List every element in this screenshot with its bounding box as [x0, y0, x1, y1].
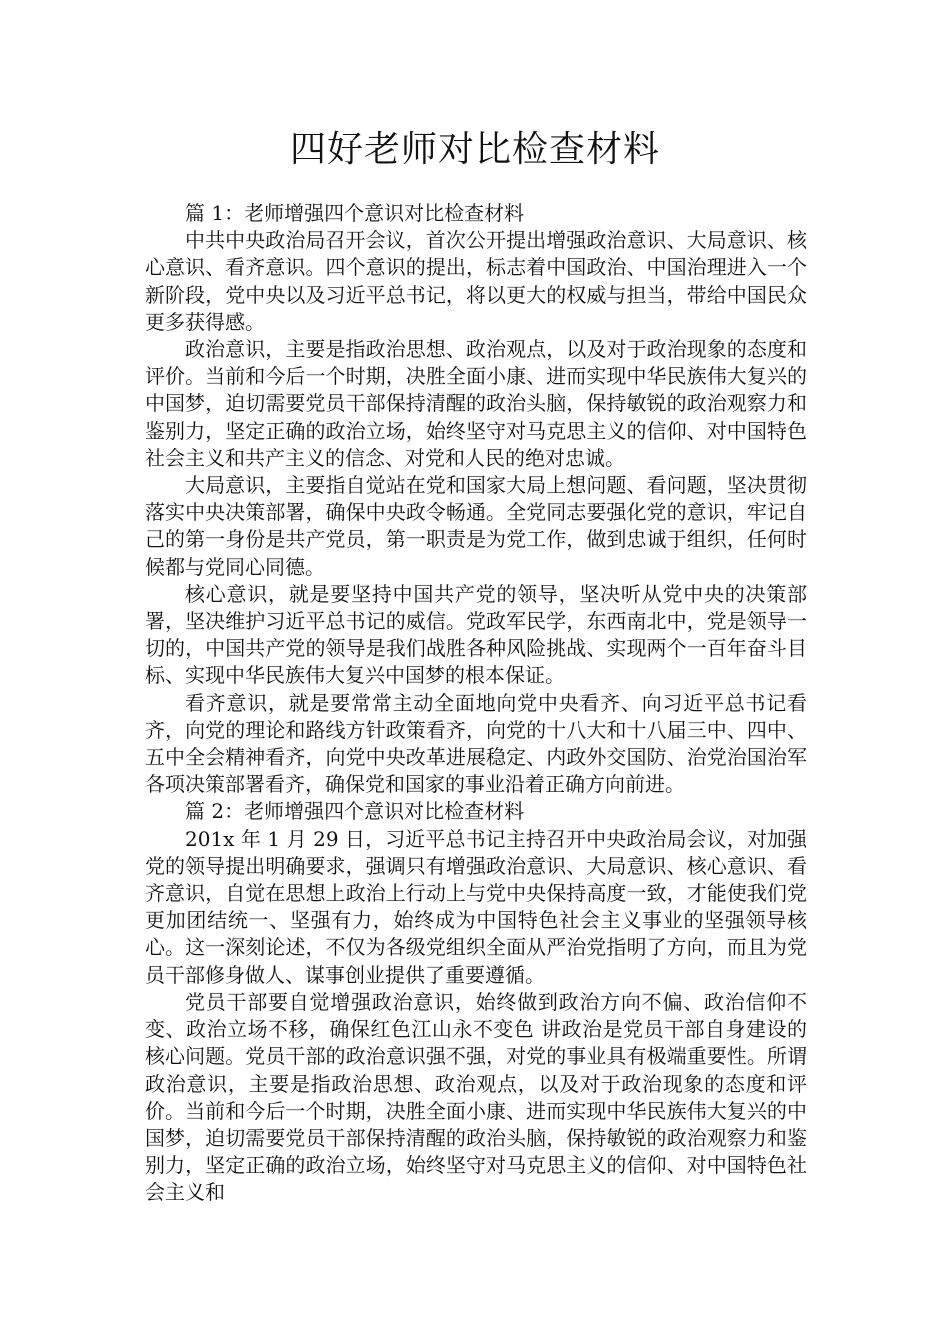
paragraph-core-awareness: 核心意识，就是要坚持中国共产党的领导，坚决听从党中央的决策部署，坚决维护习近平总书记的威信。党政军民学，东西南北中，党是领导一切的，中国共产党的领导是我们战胜各种风险挑战、实现两个一百年奋斗目标、实现中华民族伟大复兴中国梦的根本保证。	[145, 581, 807, 688]
document-title: 四好老师对比检查材料	[289, 129, 660, 170]
paragraph-political-awareness: 政治意识，主要是指政治思想、政治观点，以及对于政治现象的态度和评价。当前和今后一个时期，决胜全面小康、进而实现中华民族伟大复兴的中国梦，迫切需要党员干部保持清醒的政治头脑，保持敏锐的政治观察力和鉴别力，坚定正确的政治立场，始终坚守对马克思主义的信仰、对中国特色社会主义和共产主义的信念、对党和人民的绝对忠诚。	[145, 337, 807, 470]
paragraph-meeting: 201x 年 1 月 29 日，习近平总书记主持召开中央政治局会议，对加强党的领导提出明确要求，强调只有增强政治意识、大局意识、核心意识、看齐意识，自觉在思想上政治上行动上与党中央保持高度一致，才能使我们党更加团结统一、坚强有力，始终成为中国特色社会主义事业的坚强领导核心。这一深刻论述，不仅为各级党组织全面从严治党指明了方向，而且为党员干部修身做人、谋事创业提供了重要遵循。	[145, 826, 807, 987]
document-body	[145, 200, 807, 1207]
section-heading-2: 篇 2：老师增强四个意识对比检查材料	[185, 799, 525, 824]
paragraph-alignment-awareness: 看齐意识，就是要常常主动全面地向党中央看齐、向习近平总书记看齐，向党的理论和路线方针政策看齐，向党的十八大和十八届三中、四中、五中全会精神看齐，向党中央改革进展稳定、内政外交国防、治党治国治军各项决策部署看齐，确保党和国家的事业沿着正确方向前进。	[145, 690, 807, 797]
paragraph-overall-awareness: 大局意识，主要指自觉站在党和国家大局上想问题、看问题，坚决贯彻落实中央决策部署，确保中央政令畅通。全党同志要强化党的意识，牢记自己的第一身份是共产党员，第一职责是为党工作，做到忠诚于组织，任何时候都与党同心同德。	[145, 473, 807, 579]
paragraph-party-members: 党员干部要自觉增强政治意识，始终做到政治方向不偏、政治信仰不变、政治立场不移，确保红色江山永不变色 讲政治是党员干部自身建设的核心问题。党员干部的政治意识强不强，对党的事业具有极端重要性。所谓政治意识，主要是指政治思想、政治观点，以及对于政治现象的态度和评价。当前和今后一个时期，决胜全面小康、进而实现中华民族伟大复兴的中国梦，迫切需要党员干部保持清醒的政治头脑，保持敏锐的政治观察力和鉴别力，坚定正确的政治立场，始终坚守对马克思主义的信仰、对中国特色社会主义和	[145, 989, 807, 1205]
section-heading-1: 篇 1：老师增强四个意识对比检查材料	[185, 201, 525, 225]
paragraph-intro: 中共中央政治局召开会议，首次公开提出增强政治意识、大局意识、核心意识、看齐意识。四个意识的提出，标志着中国政治、中国治理进入一个新阶段，党中央以及习近平总书记，将以更大的权威与担当，带给中国民众更多获得感。	[145, 228, 807, 334]
